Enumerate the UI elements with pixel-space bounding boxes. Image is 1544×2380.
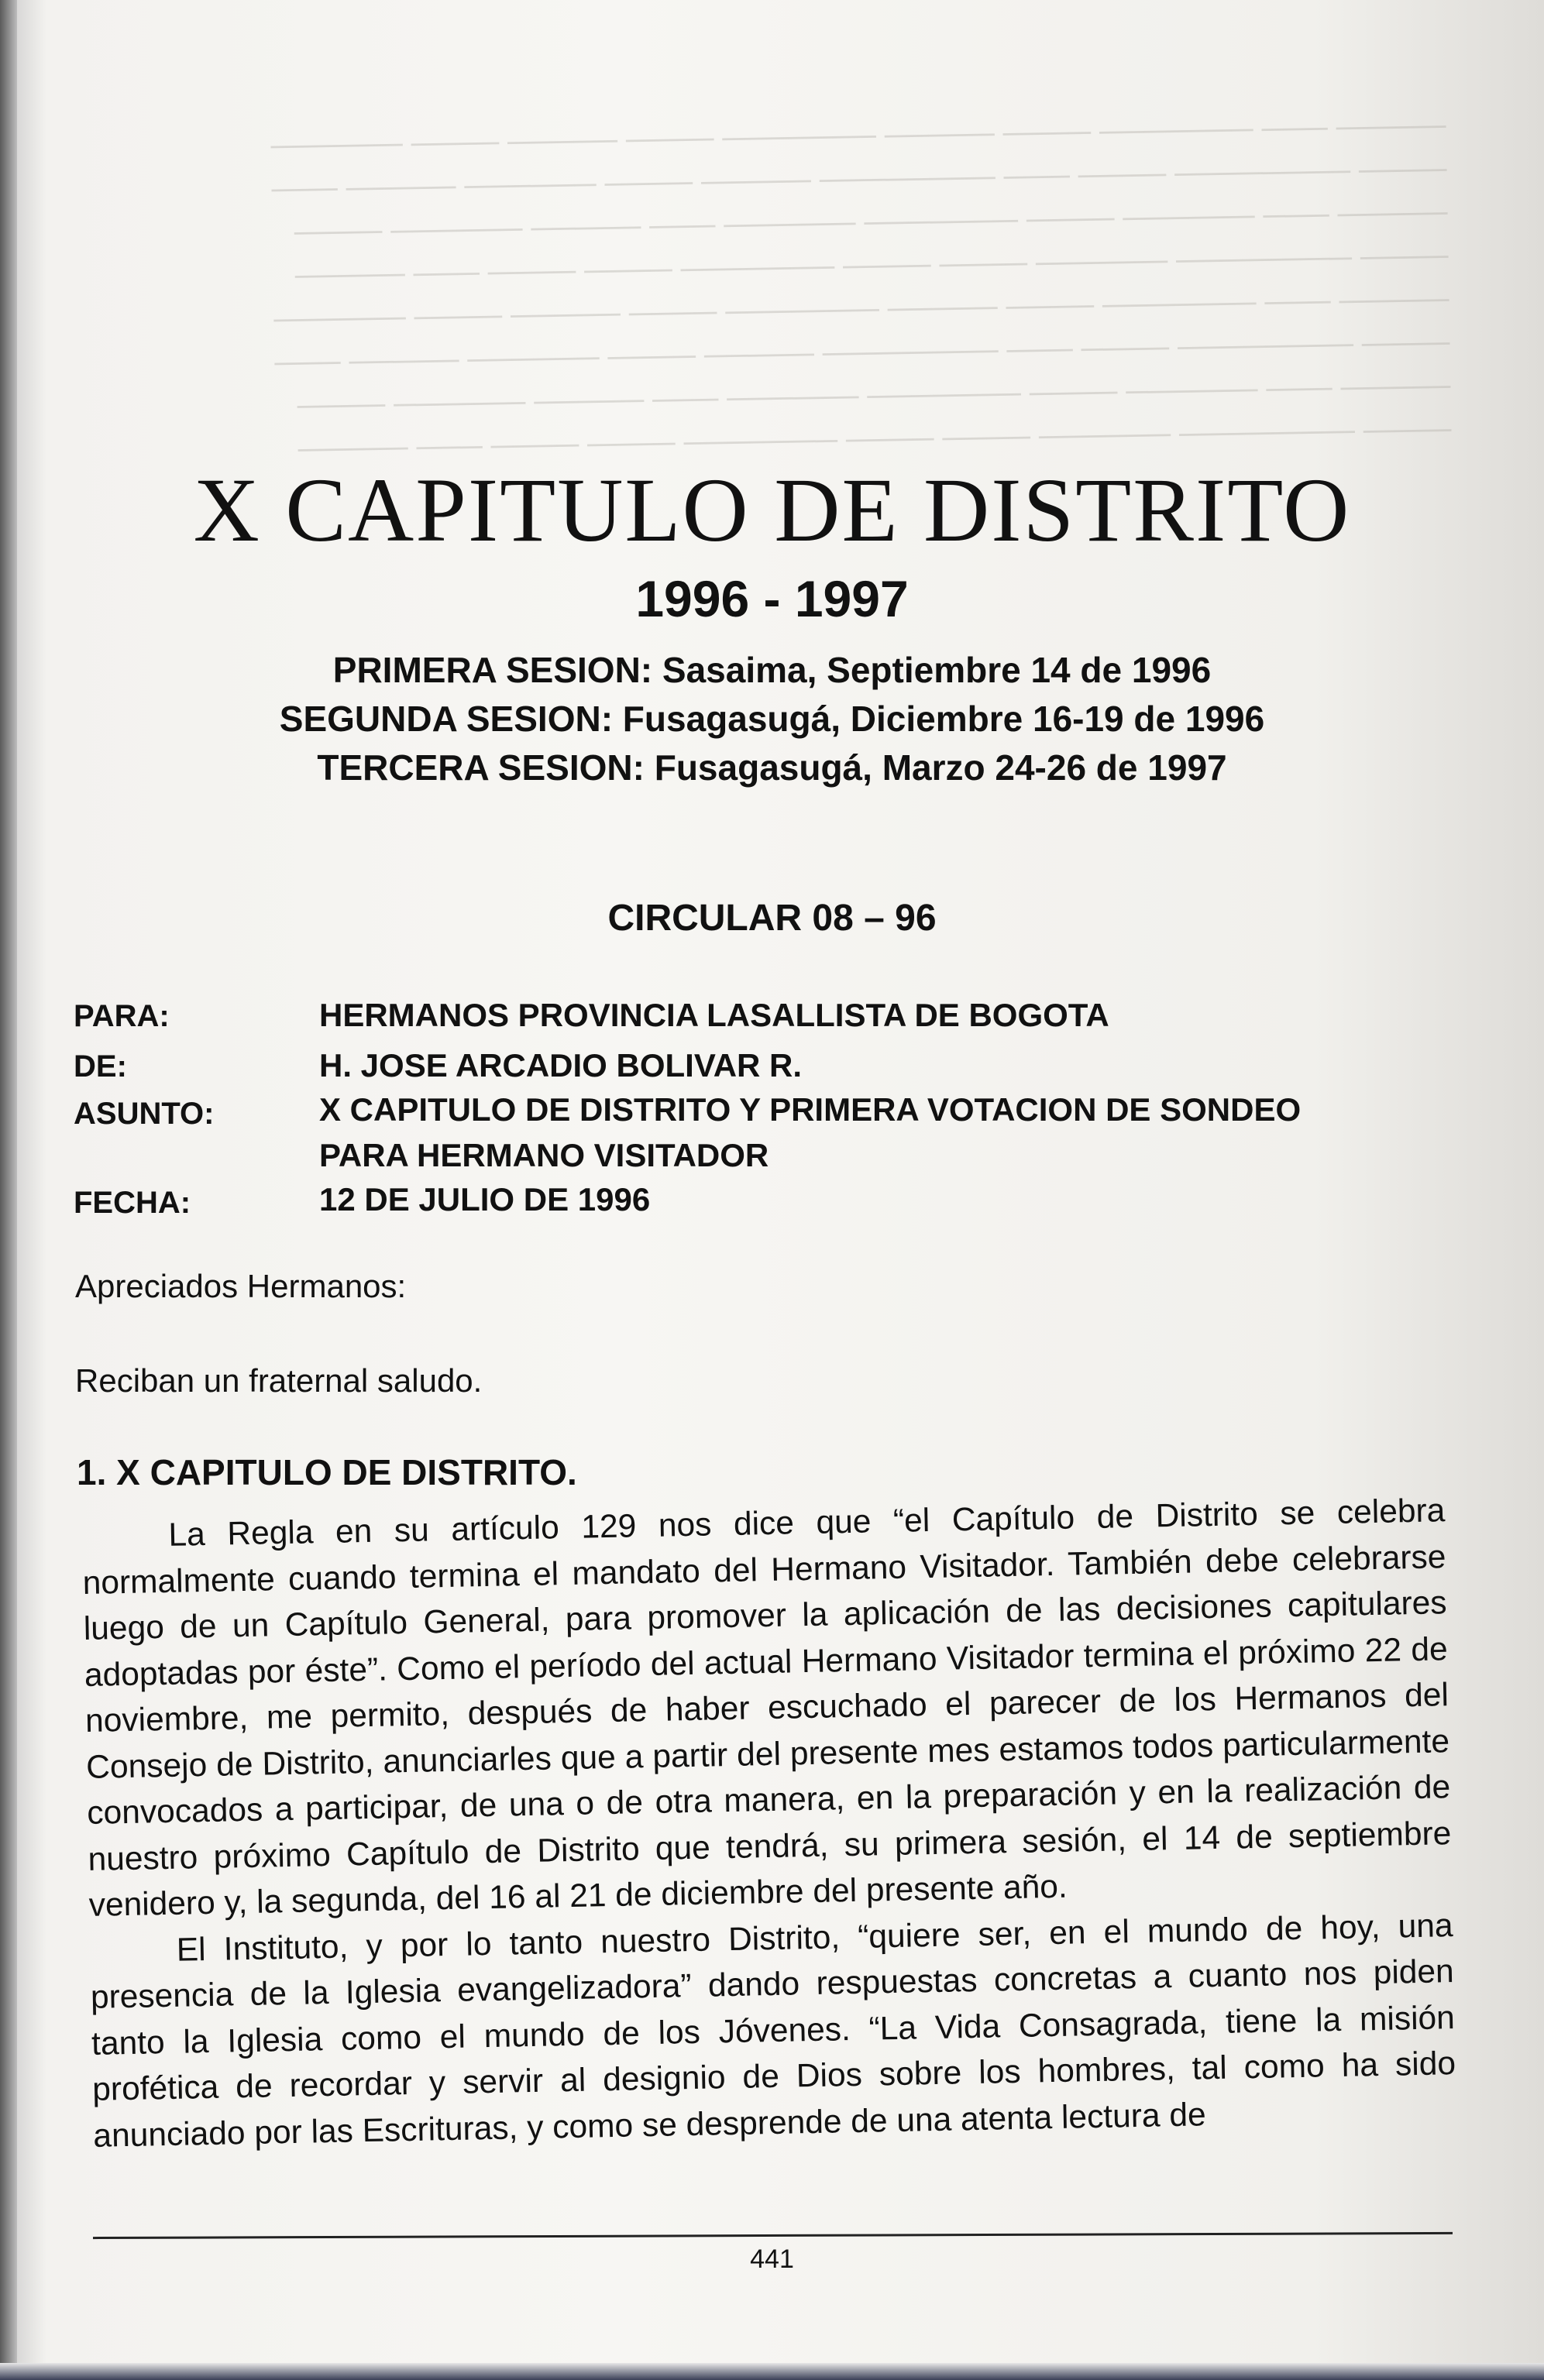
page-bottom-edge [0,2363,1544,2380]
de-label: DE: [74,1049,127,1084]
para-label: PARA: [74,999,170,1033]
paragraph-instituto: El Instituto, y por lo tanto nuestro Distrito, “quiere ser, en el mundo de hoy, una presencia de la Iglesia evangelizadora” dando respuestas concretas a cuanto nos piden tanto la Iglesia como el mundo de los Jóvenes. “La Vida Consagrada, tiene la misión profética de recordar y servir al designio de Dios sobre los hombres, tal como ha sido anunciado por las Escrituras, y como se desprende de una atenta lectura de [90,1907,1456,2155]
show-through-text-top: ───── ─── ─────── ──── ───── ─────── ──── ───── ──── ────── ──── ──────── ──── ─── ──────── ───── ──── ────── ───── ─── ───── ─── ────── ──── ─────── ────── ─── ───── ────── ──── ──── ──────── ────── ──── ──── ─────── ──── ──── ─── ───── ───── ─── ─────── ──── ───── ─────── ──── ───── ──── ────── ──── ──────── ──── ─── ──────── ───── ──── ────── ───── ─── ───── ─── ────── ──── ─────── ────── ─── ───── ────── ──── ──── ──────── ────── ──── ──── ─────── ──── ──── ─── ───── [270,108,1452,467]
session-second: SEGUNDA SESION: Fusagasugá, Diciembre 16-19 de 1996 [279,699,1265,739]
body-text [81,1488,1457,2159]
fecha-value: 12 DE JULIO DE 1996 [319,1181,651,1217]
paragraph-regla: La Regla en su artículo 129 nos dice que “el Capítulo de Distrito se celebra normalmente cuando termina el mandato del Hermano Visitador. También debe celebrarse luego de un Capítulo General, para promover la aplicación de las decisiones capitulares adoptadas por éste”. Como el período del actual Hermano Visitador termina el próximo 22 de noviembre, me permito, después de haber escuchado el parecer de los Hermanos del Consejo de Distrito, anunciarles que a partir del presente mes estamos todos particularmente convocados a participar, de una o de otra manera, en la preparación y en la realización de nuestro próximo Capítulo de Distrito que tendrá, su primera sesión, el 14 de septiembre venidero y, la segunda, del 16 al 21 de diciembre del presente año. [82,1492,1452,1924]
session-first: PRIMERA SESION: Sasaima, Septiembre 14 de 1996 [332,650,1212,690]
section-heading: 1. X CAPITULO DE DISTRITO. [77,1452,577,1492]
document-title: X CAPITULO DE DISTRITO [193,459,1351,561]
fecha-label: FECHA: [74,1186,191,1220]
page-number: 441 [750,2244,794,2274]
de-value: H. JOSE ARCADIO BOLIVAR R. [319,1047,803,1084]
page-left-edge [0,0,17,2380]
circular-number: CIRCULAR 08 – 96 [607,898,937,939]
salutation: Reciban un fraternal saludo. [75,1362,483,1399]
session-third: TERCERA SESION: Fusagasugá, Marzo 24-26 de 1997 [317,747,1227,788]
asunto-value-line2: PARA HERMANO VISITADOR [319,1137,769,1173]
asunto-label: ASUNTO: [74,1097,215,1131]
footer-rule [93,2232,1453,2239]
asunto-value-line1: X CAPITULO DE DISTRITO Y PRIMERA VOTACION DE SONDEO [319,1091,1302,1128]
year-range: 1996 - 1997 [635,570,909,627]
para-value: HERMANOS PROVINCIA LASALLISTA DE BOGOTA [319,997,1109,1033]
greeting: Apreciados Hermanos: [75,1268,407,1304]
